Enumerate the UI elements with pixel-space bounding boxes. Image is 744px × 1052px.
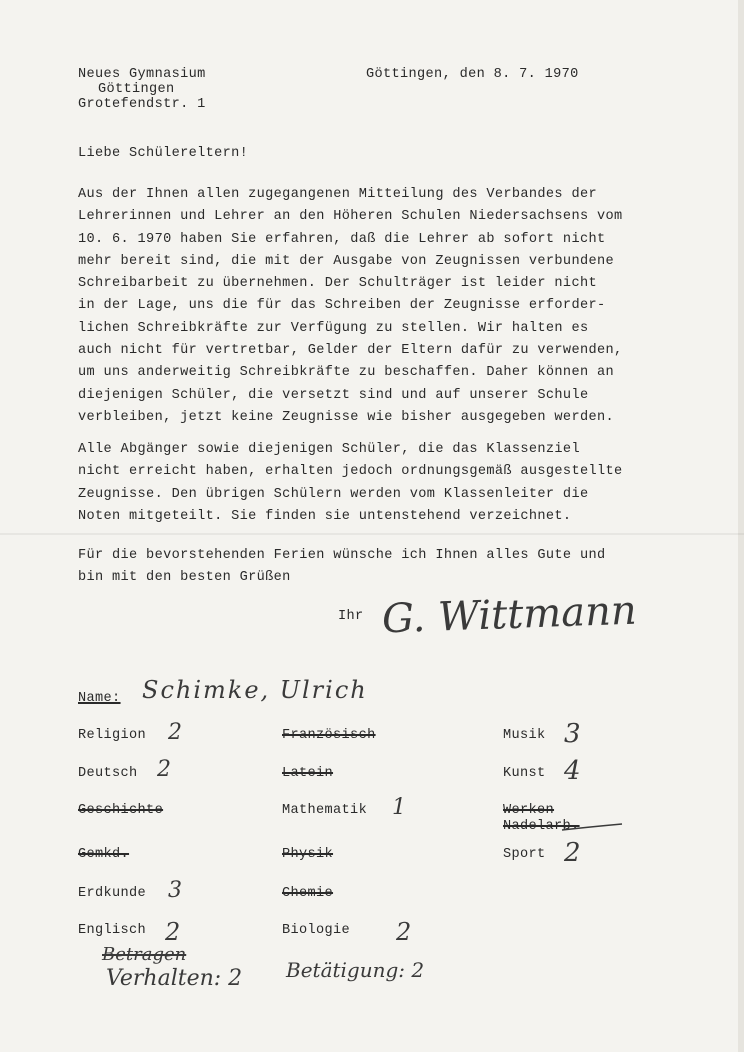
text-line: Lehrerinnen und Lehrer an den Höheren Schulen Niedersachsens vom	[78, 209, 623, 225]
salutation: Liebe Schülereltern!	[78, 146, 249, 161]
note-betaetigung: Betätigung: 2	[286, 958, 425, 982]
subject-physik: Physik	[282, 847, 334, 862]
student-name: Schimke, Ulrich	[142, 676, 368, 704]
subject-kunst: Kunst	[503, 766, 546, 781]
note-betragen-struck: Betragen	[102, 944, 187, 965]
subject-nadelarb: Nadelarb.	[503, 819, 580, 834]
grade-religion: 2	[168, 720, 182, 745]
subject-religion: Religion	[78, 728, 147, 743]
grade-biologie: 2	[396, 918, 412, 946]
school-name: Neues Gymnasium	[78, 67, 206, 82]
subject-biologie: Biologie	[282, 923, 351, 938]
paragraph-second	[78, 439, 622, 528]
subject-geschichte: Geschichte	[78, 803, 164, 818]
text-line: 10. 6. 1970 haben Sie erfahren, daß die Lehrer ab sofort nicht	[78, 231, 606, 247]
subject-latein: Latein	[282, 766, 334, 781]
school-street: Grotefendstr. 1	[78, 97, 206, 112]
text-line: Noten mitgeteilt. Sie finden sie untenstehend verzeichnet.	[78, 508, 572, 524]
text-line: in der Lage, uns die für das Schreiben der Zeugnisse erforder-	[78, 298, 606, 314]
text-line: Schreibarbeit zu übernehmen. Der Schulträger ist leider nicht	[78, 276, 597, 292]
grade-deutsch: 2	[157, 757, 171, 782]
grade-musik: 3	[564, 719, 581, 749]
paragraph-main	[78, 184, 622, 429]
signature: G. Wittmann	[381, 587, 638, 643]
text-line: nicht erreicht haben, erhalten jedoch ordnungsgemäß ausgestellte	[78, 464, 623, 480]
text-line: Alle Abgänger sowie diejenigen Schüler, die das Klassenziel	[78, 442, 580, 457]
grade-mathematik: 1	[392, 795, 406, 820]
subject-sport: Sport	[503, 847, 546, 862]
text-line: Für die bevorstehenden Ferien wünsche ich Ihnen alles Gute und	[78, 548, 606, 563]
grade-sport: 2	[564, 838, 581, 868]
name-label: Name:	[78, 691, 121, 706]
text-line: verbleiben, jetzt keine Zeugnisse wie bisher ausgegeben werden.	[78, 409, 614, 425]
subject-deutsch: Deutsch	[78, 766, 138, 781]
subject-erdkunde: Erdkunde	[78, 886, 147, 901]
grade-englisch: 2	[165, 918, 181, 946]
place-date: Göttingen, den 8. 7. 1970	[366, 67, 579, 82]
text-line: bin mit den besten Grüßen	[78, 570, 291, 586]
text-line: mehr bereit sind, die mit der Ausgabe von Zeugnissen verbundene	[78, 253, 614, 269]
school-city: Göttingen	[98, 82, 175, 97]
strike-stroke	[560, 818, 626, 834]
grade-erdkunde: 3	[168, 878, 182, 903]
grade-kunst: 4	[564, 756, 581, 786]
text-line: Zeugnisse. Den übrigen Schülern werden vom Klassenleiter die	[78, 486, 589, 502]
text-line: lichen Schreibkräfte zur Verfügung zu stellen. Wir halten es	[78, 320, 589, 336]
text-line: Aus der Ihnen allen zugegangenen Mitteilung des Verbandes der	[78, 187, 597, 202]
text-line: um uns anderweitig Schreibkräfte zu beschaffen. Daher können an	[78, 365, 614, 381]
subject-musik: Musik	[503, 728, 546, 743]
subject-werken: Werken	[503, 803, 555, 818]
subject-gemkd: Gemkd.	[78, 847, 130, 862]
text-line: auch nicht für vertretbar, Gelder der Eltern dafür zu verwenden,	[78, 343, 623, 359]
signature-prefix: Ihr	[338, 609, 364, 624]
subject-franzoesisch: Französisch	[282, 728, 376, 743]
note-verhalten: Verhalten: 2	[106, 966, 243, 991]
subject-englisch: Englisch	[78, 923, 147, 938]
text-line: diejenigen Schüler, die versetzt sind und auf unserer Schule	[78, 387, 589, 403]
paper-fold	[0, 533, 744, 535]
paper-edge	[738, 0, 744, 1052]
subject-chemie: Chemie	[282, 886, 334, 901]
closing	[78, 545, 605, 590]
subject-mathematik: Mathematik	[282, 803, 368, 818]
